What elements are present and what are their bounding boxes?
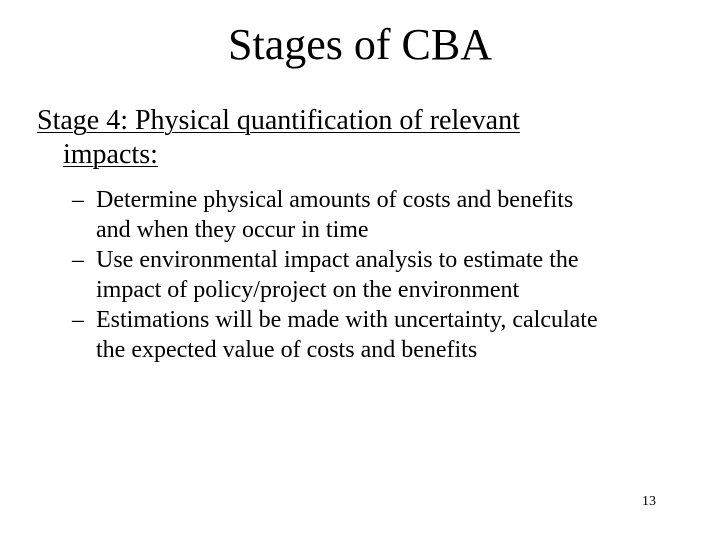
stage-heading-line2: impacts:: [63, 139, 158, 170]
bullet-text-line1: Estimations will be made with uncertainty, calculate: [96, 307, 598, 333]
slide-title: Stages of CBA: [228, 20, 492, 69]
bullet-text-line2: the expected value of costs and benefits: [96, 337, 478, 363]
bullet-list: [72, 185, 702, 365]
bullet-text-line1: Determine physical amounts of costs and benefits: [96, 187, 574, 213]
bullet-item: [72, 305, 702, 365]
dash-marker: –: [72, 187, 84, 213]
stage-heading-line1: Stage 4: Physical quantification of relevant: [37, 105, 520, 136]
dash-marker: –: [72, 247, 84, 273]
page-number: 13: [642, 494, 656, 509]
bullet-item: [72, 245, 702, 305]
stage-heading: [37, 104, 657, 172]
bullet-text-line1: Use environmental impact analysis to estimate the: [96, 247, 579, 273]
bullet-item: [72, 185, 702, 245]
bullet-text-line2: and when they occur in time: [96, 217, 369, 243]
dash-marker: –: [72, 307, 84, 333]
bullet-text-line2: impact of policy/project on the environment: [96, 277, 520, 303]
